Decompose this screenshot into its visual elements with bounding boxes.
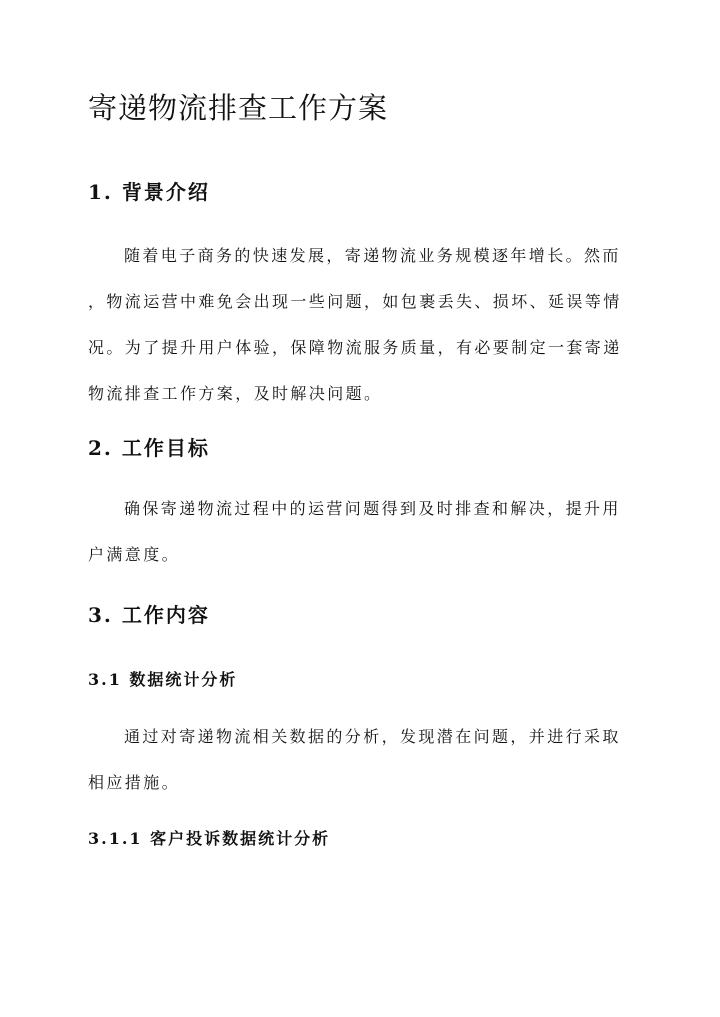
paragraph-line: 通过对寄递物流相关数据的分析，发现潜在问题，并进行采取	[124, 727, 621, 746]
paragraph-line: 随着电子商务的快速发展，寄递物流业务规模逐年增长。然而	[124, 246, 621, 265]
paragraph-data-analysis	[88, 714, 633, 806]
paragraph-goals	[88, 486, 633, 578]
section-heading-content: 3. 工作内容	[88, 603, 210, 627]
paragraph-line: 况。为了提升用户体验，保障物流服务质量，有必要制定一套寄递	[88, 338, 622, 357]
section-heading-background: 1. 背景介绍	[88, 180, 210, 204]
document-title: 寄递物流排查工作方案	[88, 91, 389, 125]
paragraph-line: 物流排查工作方案，及时解决问题。	[88, 384, 383, 403]
subsection-heading-complaint-analysis: 3.1.1 客户投诉数据统计分析	[88, 829, 331, 848]
paragraph-line: ，物流运营中难免会出现一些问题，如包裹丢失、损坏、延误等情	[88, 292, 622, 311]
paragraph-line: 户满意度。	[88, 545, 181, 564]
paragraph-line: 相应措施。	[88, 773, 181, 792]
section-heading-goals: 2. 工作目标	[88, 436, 210, 460]
paragraph-line: 确保寄递物流过程中的运营问题得到及时排查和解决，提升用	[124, 499, 621, 518]
subsection-heading-data-analysis: 3.1 数据统计分析	[88, 670, 238, 689]
paragraph-background	[88, 233, 633, 417]
